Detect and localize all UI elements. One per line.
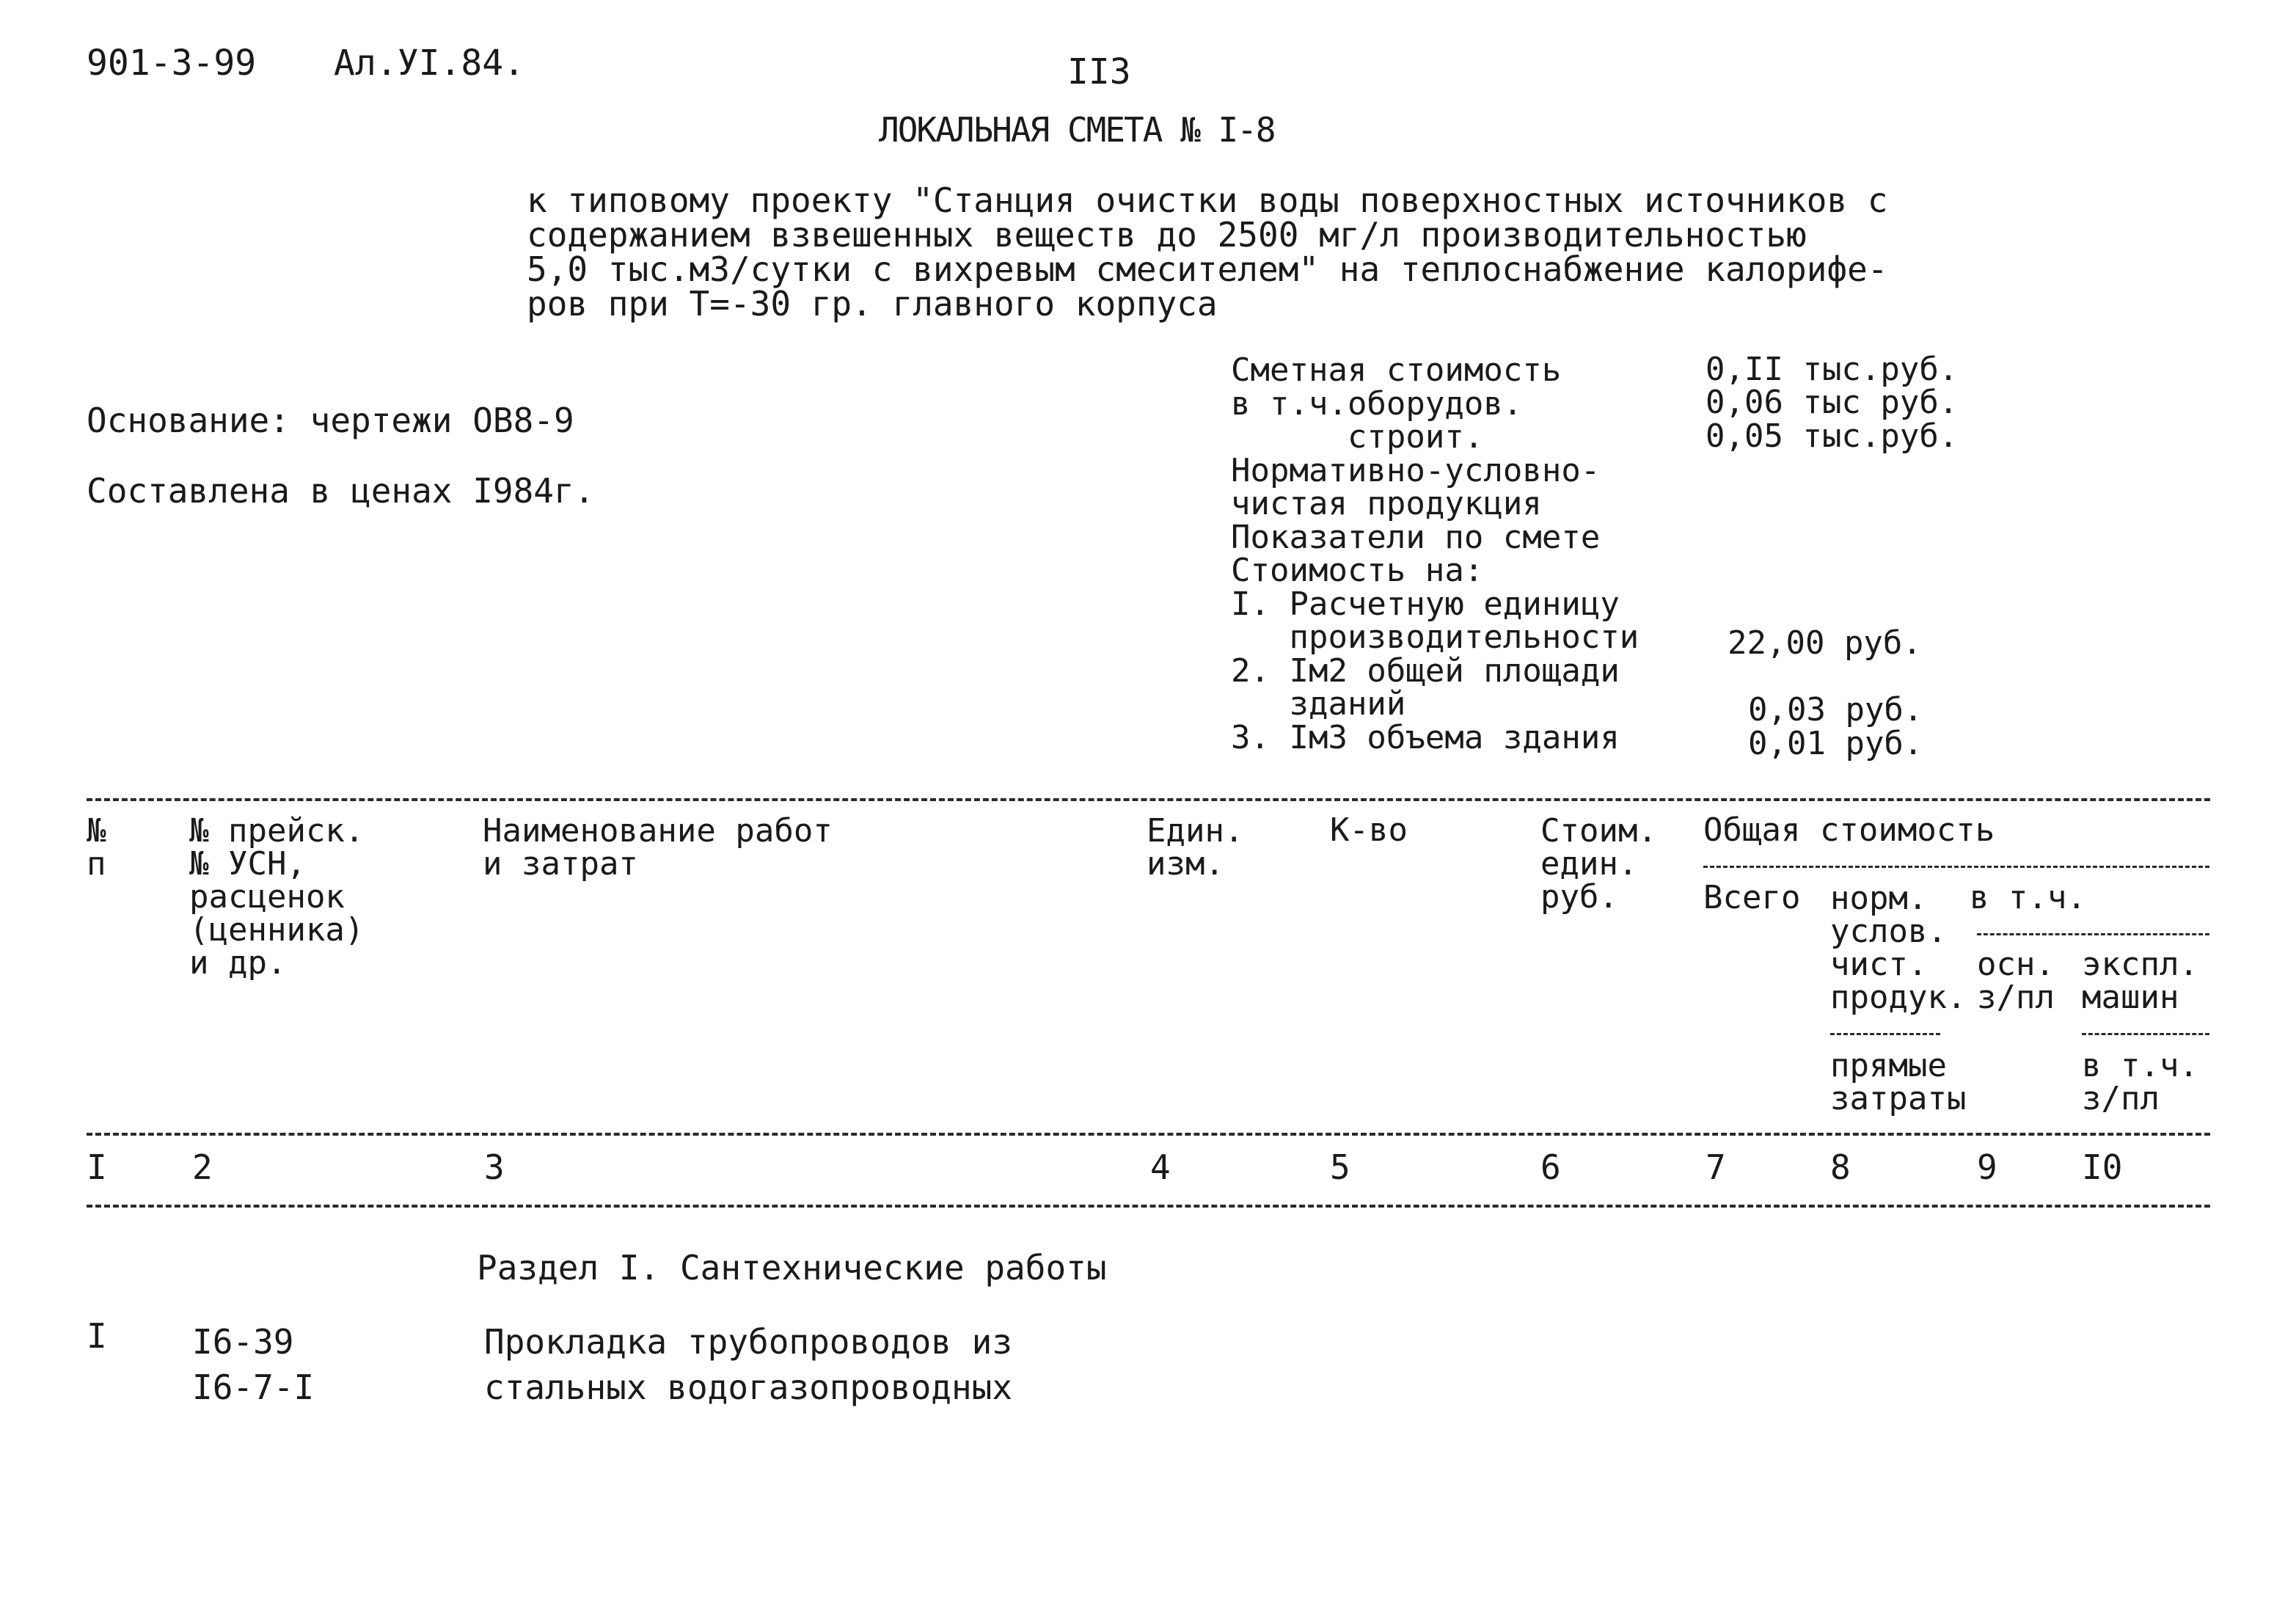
summary-label: Сметная стоимость	[1231, 351, 1562, 389]
column-header-incl-wage: в т.ч. з/пл	[2082, 1047, 2198, 1117]
subtitle-line: к типовому проекту "Станция очистки воды поверхностных источников с	[527, 180, 1888, 220]
column-number: 8	[1830, 1147, 1851, 1187]
row-code: I6-7-I	[192, 1368, 315, 1407]
column-header-total: Всего	[1703, 879, 1801, 916]
column-number: 5	[1330, 1147, 1350, 1187]
column-number: I	[87, 1147, 107, 1187]
basis-foundation: Основание: чертежи ОВ8-9	[87, 401, 574, 440]
basis-prices: Составлена в ценах I984г.	[87, 471, 595, 511]
summary-total-value: 0,II тыс.руб.	[1705, 351, 1959, 388]
summary-label: в т.ч.оборудов.	[1231, 384, 1523, 423]
column-number: 3	[484, 1147, 505, 1187]
summary-label: Стоимость на:	[1231, 552, 1484, 589]
summary-label: чистая продукция	[1231, 485, 1542, 522]
page-number: II3	[1067, 51, 1131, 92]
column-header-work-name: Наименование работ и затрат	[483, 812, 833, 883]
direct-rule	[1830, 1033, 1940, 1035]
summary-per-m2-value: 0,03 руб.	[1748, 691, 1923, 729]
row-codes	[192, 1319, 314, 1410]
summary-label: производительности	[1231, 618, 1639, 656]
column-header-unit: Един. изм.	[1147, 812, 1244, 883]
table-top-rule	[87, 798, 2210, 801]
summary-label: 2. Iм2 общей площади	[1231, 651, 1620, 690]
row-number: I	[87, 1316, 107, 1356]
column-header-number: № п	[87, 812, 106, 883]
row-code: I6-39	[192, 1322, 294, 1362]
column-header-unit-cost: Стоим. един. руб.	[1540, 812, 1657, 916]
subtitle-line: ров при Т=-30 гр. главного корпуса	[527, 284, 1218, 324]
column-header-norm: норм. услов. чист. продук.	[1830, 880, 1967, 1016]
header-bottom-rule	[87, 1133, 2210, 1136]
column-number: I0	[2082, 1147, 2123, 1187]
section-title: Раздел I. Сантехнические работы	[477, 1248, 1107, 1288]
row-description-line: Прокладка трубопроводов из	[484, 1322, 1013, 1362]
summary-label: строит.	[1231, 418, 1484, 456]
summary-label: зданий	[1231, 685, 1406, 723]
numbers-bottom-rule	[87, 1205, 2210, 1208]
subtitle	[527, 180, 1888, 324]
total-cost-rule	[1703, 866, 2209, 868]
column-header-price-list: № прейск. № УСН, расценок (ценника) и др.	[189, 812, 365, 982]
machines-rule	[2082, 1033, 2209, 1035]
summary-per-m3-value: 0,01 руб.	[1748, 725, 1923, 762]
column-number: 6	[1540, 1147, 1561, 1187]
column-number: 2	[192, 1147, 213, 1187]
summary-equipment-value: 0,06 тыс руб.	[1705, 384, 1959, 421]
including-rule	[1977, 933, 2209, 935]
column-number: 4	[1150, 1147, 1171, 1187]
summary-labels	[1231, 351, 1639, 756]
column-number: 9	[1977, 1147, 1997, 1187]
column-header-machines: экспл. машин	[2082, 946, 2198, 1016]
album-code: Ал.УI.84.	[334, 43, 525, 84]
column-number: 7	[1705, 1147, 1726, 1187]
column-header-quantity: К-во	[1330, 811, 1408, 849]
summary-construction-value: 0,05 тыс.руб.	[1705, 417, 1959, 455]
column-header-base-wage: осн. з/пл	[1977, 946, 2055, 1016]
column-header-total-cost: Общая стоимость	[1703, 811, 1995, 849]
doc-code: 901-3-99	[87, 43, 257, 84]
summary-label: I. Расчетную единицу	[1231, 585, 1620, 623]
summary-label: 3. Iм3 объема здания	[1231, 718, 1620, 756]
document-title: ЛОКАЛЬНАЯ СМЕТА № I-8	[879, 110, 1275, 150]
subtitle-line: 5,0 тыс.м3/сутки с вихревым смесителем" на теплоснабжение калорифе-	[527, 249, 1888, 289]
summary-label: Показатели по смете	[1231, 518, 1601, 556]
subtitle-line: содержанием взвешенных веществ до 2500 мг/л производительностью	[527, 215, 1807, 255]
summary-per-unit-value: 22,00 руб.	[1728, 624, 1922, 662]
row-description-line: стальных водогазопроводных	[484, 1368, 1013, 1407]
row-description	[484, 1319, 1012, 1410]
summary-label: Нормативно-условно-	[1231, 451, 1601, 489]
column-header-direct-costs: прямые затраты	[1830, 1047, 1967, 1117]
column-header-including: в т.ч.	[1970, 879, 2086, 916]
